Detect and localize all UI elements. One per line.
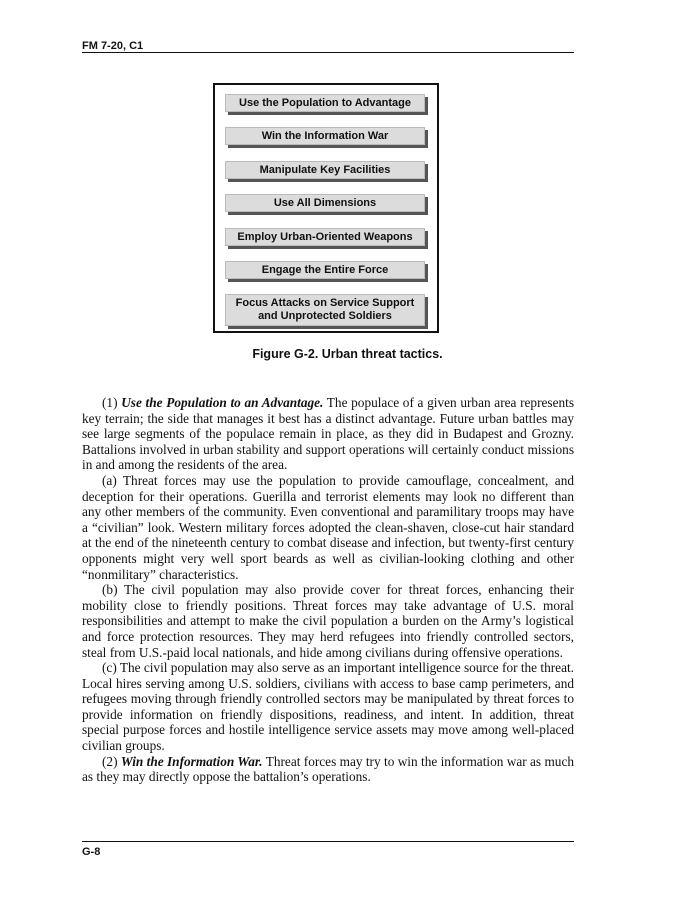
tactic-box: Use the Population to Advantage: [225, 94, 425, 112]
paragraph-number: (2): [102, 753, 121, 769]
paragraph-1c: (c) The civil population may also serve as an important intelligence source for the threat. Local hires serving among U.S. soldiers, civilians with access to base camp perimeters, and refugees moving through friendly controlled sectors may be manipulated by threat forces to provide information on friendly dispositions, readiness, and intent. In addition, threat special purpose forces and hostile intelligence service assets may move among well-placed civilian groups.: [82, 660, 575, 754]
figure-caption: Figure G-2. Urban threat tactics.: [252, 347, 443, 361]
tactic-box: Use All Dimensions: [225, 194, 425, 212]
figure-box: [213, 83, 439, 333]
tactic-box: Manipulate Key Facilities: [225, 161, 425, 179]
paragraph-1a: (a) Threat forces may use the population to provide camouflage, concealment, and deception for their operations. Guerilla and terrorist elements may look no different than any other members of the community. Even conventional and paramilitary troops may have a “civilian” look. Western military forces adopted the clean-shaven, close-cut hair standard at the end of the nineteenth century to combat disease and infection, but twenty-first century opponents might very well sport beards as well as civilian-looking clothing and other “nonmilitary” characteristics.: [82, 472, 574, 582]
paragraph-text: Threat forces may try to win the information war as much as they may directly oppose the battalion’s operations.: [82, 753, 574, 785]
paragraph-title: Win the Information War.: [120, 753, 263, 769]
paragraph-1b: (b) The civil population may also provide cover for threat forces, enhancing their mobility close to friendly positions. Threat forces may take advantage of U.S. moral responsibilities and attempt to make the civil population a burden on the Army’s logistical and force protection resources. They may herd refugees into friendly controlled sectors, steal from U.S.-paid local nationals, and hide among civilians during offensive operations.: [82, 582, 574, 660]
header-rule: [82, 52, 574, 53]
page-header: FM 7-20, C1: [82, 40, 144, 52]
body-text: [82, 395, 574, 785]
tactic-box: Focus Attacks on Service Support and Unprotected Soldiers: [225, 294, 425, 326]
paragraph-title: Use the Population to an Advantage.: [121, 395, 324, 410]
paragraph-2: [82, 754, 574, 785]
tactic-box: Employ Urban-Oriented Weapons: [225, 228, 425, 246]
paragraph-1: [82, 395, 574, 473]
tactic-box: Win the Information War: [225, 127, 425, 145]
footer-rule: [82, 841, 574, 842]
tactic-box: Engage the Entire Force: [225, 261, 425, 279]
paragraph-number: (1): [102, 395, 122, 410]
paragraph-text: The populace of a given urban area represents key terrain; the side that manages it best has a distinct advantage. Future urban battles may see large segments of the populace remain in place, as they did in Budapest and Grozny. Battalions involved in urban stability and support operations will certainly conduct missions in and among the residents of the area.: [82, 395, 574, 473]
page-number: G-8: [82, 846, 101, 858]
